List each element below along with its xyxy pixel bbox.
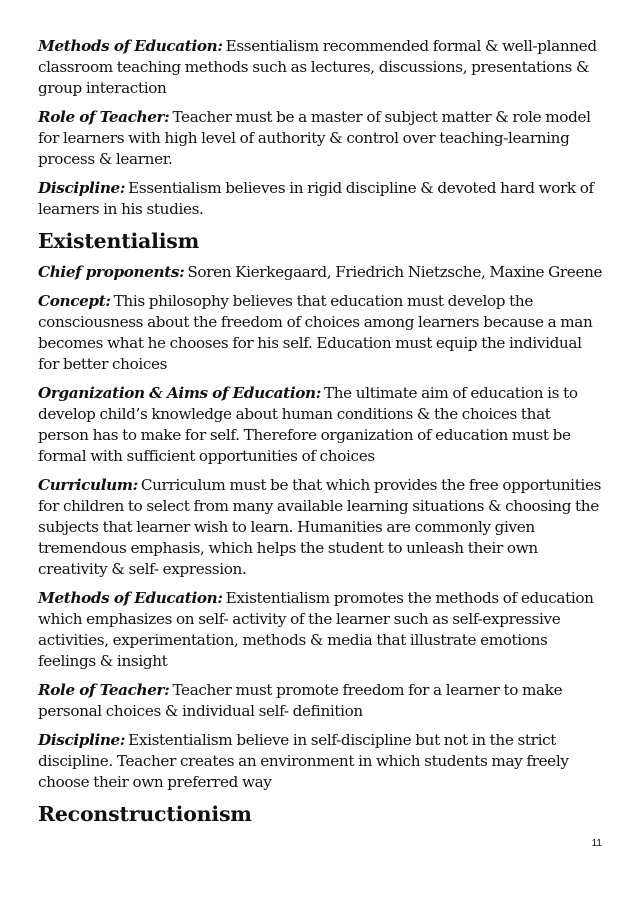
para-label: Methods of Education:: [38, 37, 223, 55]
para-text: Essentialism recommended formal & well-planned classroom teaching methods such as lectures, discussions, presentations & group interaction: [38, 37, 597, 97]
existentialism-discipline-para: [38, 730, 604, 793]
existentialism-aims-para: [38, 383, 604, 467]
page-content: [38, 36, 604, 835]
para-label: Role of Teacher:: [38, 681, 170, 699]
para-label: Discipline:: [38, 731, 126, 749]
para-label: Concept:: [38, 292, 111, 310]
existentialism-methods-para: [38, 588, 604, 672]
para-text: This philosophy believes that education must develop the consciousness about the freedom of choices among learners because a man becomes what he chooses for his self. Education must equip the individual for better choices: [38, 292, 593, 373]
para-label: Role of Teacher:: [38, 108, 170, 126]
para-text: Essentialism believes in rigid discipline & devoted hard work of learners in his studies.: [38, 179, 594, 218]
essentialism-methods-para: [38, 36, 604, 99]
para-text: Teacher must be a master of subject matter & role model for learners with high level of authority & control over teaching-learning process & learner.: [38, 108, 591, 168]
existentialism-teacher-para: [38, 680, 604, 722]
para-text: Teacher must promote freedom for a learner to make personal choices & individual self- definition: [38, 681, 563, 720]
essentialism-teacher-para: [38, 107, 604, 170]
para-text: Soren Kierkegaard, Friedrich Nietzsche, Maxine Greene: [187, 263, 603, 281]
para-label: Chief proponents:: [38, 263, 185, 281]
existentialism-curriculum-para: [38, 475, 604, 580]
existentialism-proponents-para: [38, 262, 604, 283]
para-label: Organization & Aims of Education:: [38, 384, 321, 402]
para-text: Curriculum must be that which provides the free opportunities for children to select from many available learning situations & choosing the subjects that learner wish to learn. Humanities are commonly given tremendous emphasis, which helps the student to unleash their own creativity & self- expression.: [38, 476, 602, 578]
page-number: 11: [591, 838, 602, 849]
para-label: Curriculum:: [38, 476, 138, 494]
para-label: Discipline:: [38, 179, 126, 197]
para-label: Methods of Education:: [38, 589, 223, 607]
para-text: Existentialism believe in self-discipline but not in the strict discipline. Teacher creates an environment in which students may freely choose their own preferred way: [38, 731, 569, 791]
para-text: Existentialism promotes the methods of education which emphasizes on self- activity of the learner such as self-expressive activities, experimentation, methods & media that illustrate emotions feelings & insight: [38, 589, 594, 670]
reconstructionism-heading: Reconstructionism: [38, 802, 252, 826]
para-text: The ultimate aim of education is to develop child’s knowledge about human conditions & the choices that person has to make for self. Therefore organization of education must be formal with sufficient opportunities of choices: [38, 384, 578, 465]
existentialism-heading: Existentialism: [38, 229, 200, 253]
existentialism-concept-para: [38, 291, 604, 375]
essentialism-discipline-para: [38, 178, 604, 220]
